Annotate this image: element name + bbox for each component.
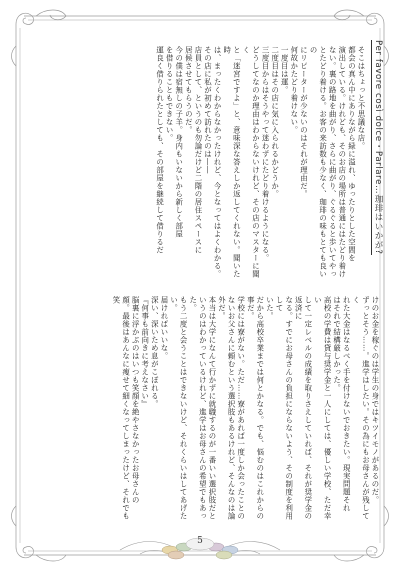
lower-text-line: だから高校卒業までは何とかなる。でも、悩むのはこれからの事だ。 <box>246 296 265 520</box>
lower-text-line: 脳裏に浮かぶのはいつも笑顔を絶やさなかったお母さんの <box>131 296 141 504</box>
upper-text-line: 何故かたどり着けない。 <box>289 46 299 134</box>
page-number: 5 <box>197 536 203 546</box>
lower-text-line: 本当は大学になんて行かずに就職するのが一番いい選択肢だと <box>207 296 217 520</box>
lower-text-line: 高校の学費は貸与奨学金と一人にしては、優しい学校、ただ幸い <box>313 296 333 520</box>
upper-text-line: 今の僕は宿無しの子羊。身内もいないから新しく部屋 <box>174 46 184 238</box>
lower-text-line: いた。 <box>265 296 275 320</box>
lower-text-line: 学校には寮がない。ただ……寮があれば一度しか会ったことの <box>236 296 246 520</box>
upper-text-line: にリピーターが少ないのはそれが理由だ。 <box>299 46 309 198</box>
upper-text-line: 運良く借りられたとしても、その部屋を継続して借りるだ <box>155 46 165 254</box>
upper-text-line: ない。裏の路地を曲がり、さらに曲がり、ぐるぐると歩いてやっ <box>328 46 338 278</box>
lower-text-line: ないお父さんに頼むという選択肢もあるけれど、そんなのは論外だ。 <box>217 296 237 520</box>
lower-text-line: なる。すでにお母さんの負担にならないよう、その制度を利用して <box>275 296 294 520</box>
lower-text-line: いうのはわかっているけれど、進学はお母さんの希望でもあった。 <box>188 296 208 520</box>
upper-text-line: 演出している。けれども、そのお店の場所は普通にはたどり着け <box>337 46 347 278</box>
lower-text-line: 『何事も前向きに考えなさい』 <box>140 296 150 408</box>
upper-text-line: 都会の真ん中にありながら緑に溢れ、ゆったりとした空間を <box>347 46 357 262</box>
upper-text-line: 一度目は運。 <box>280 46 290 94</box>
lower-text-line: ずっとそう……。進学はしたい。その為にもお母さんが残してく <box>351 296 371 520</box>
upper-text-line: 居候させてもらうのだ。 <box>184 46 194 134</box>
upper-text-line: 二度目はその店に気に入られるかどうか。 <box>270 46 280 198</box>
upper-text-line: その店に私が初めて訪れたのは―― <box>203 46 213 174</box>
lower-text-line: 深い、深いため息がこぼれる。 <box>150 296 160 408</box>
lower-text-line: 顔。最後はあんなに痩せて細くなってしまったけど、それでも笑 <box>111 296 131 520</box>
lower-text-line: もう二度と会うことはできないけど、それくらいはしてあげたい。 <box>169 296 189 520</box>
upper-text-block <box>58 46 366 284</box>
story-title: Per favore così dolce・Parlare…珈琲はいかが? <box>373 40 383 255</box>
upper-text-line: どうしてなのか理由はわからないけれど、その店のマスターに聞く <box>241 46 261 278</box>
upper-text-line: を借りることもできない。 <box>165 46 175 142</box>
upper-text-line: と「迷宮ですよ」と、意味深な答えしか返してくれない。聞いた時 <box>222 46 242 278</box>
upper-text-line: 店員として、というのも勿論だけど二階の居住スペースに <box>193 46 203 254</box>
lower-text-line: して一定レベルの成績を取りさえしていれば、それが奨学金の返済に <box>294 296 313 520</box>
upper-text-line: とたどり着ける。お客の来訪数も少なく、珈琲の味もとても良いの <box>309 46 328 278</box>
upper-text-line: 三度目からはそうやって迷わずにたどり着けるようになる。 <box>261 46 271 262</box>
lower-text-line: 届ければいいな。 <box>159 296 169 360</box>
lower-text-line: れた大金はなるべく手を付けないでおきたい。現実問題それ <box>342 296 352 512</box>
upper-text-line: そこはちょっと不思議な店。 <box>357 46 366 150</box>
upper-text-line: は、まったくわからなかったけれど、今となってはよくわかる。 <box>213 46 223 278</box>
lower-text-block <box>58 296 380 522</box>
lower-text-line: けのお金を稼ぐのは学生の身ではキツイモノがあるのだ。 <box>371 296 380 504</box>
lower-text-line: はそれで結構厳しかった。 <box>332 296 342 392</box>
